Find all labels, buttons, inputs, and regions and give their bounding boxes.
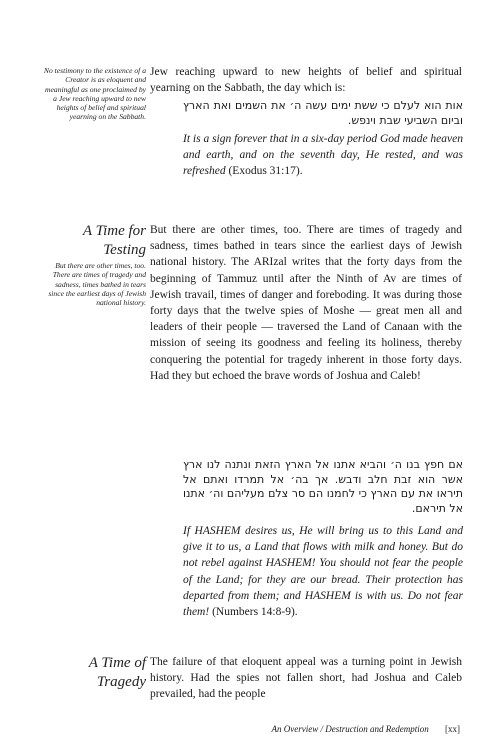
translation-numbers — [183, 523, 463, 620]
citation-exodus: (Exodus 31:17). — [228, 165, 303, 178]
body-paragraph-tragedy: The failure of that eloquent appeal was a turning point in Jewish history. Had the spies not fallen short, had Joshua and Caleb prevailed, had the people — [150, 656, 462, 701]
page-number: [xx] — [445, 724, 460, 734]
body-paragraph-sabbath: Jew reaching upward to new heights of belief and spiritual yearning on the Sabbath, the day which is: — [150, 66, 462, 95]
side-column-testing — [40, 222, 146, 307]
running-title: An Overview / Destruction and Redemption — [271, 724, 429, 734]
side-note-testing: But there are other times, too. There are times of tragedy and sadness, times bathed in tears since the earliest days of Jewish national history. — [48, 261, 146, 308]
translation-exodus — [183, 131, 463, 180]
citation-numbers: (Numbers 14:8-9). — [212, 606, 298, 619]
page-footer — [272, 724, 460, 734]
translation-text: It is a sign forever that in a six-day period God made heaven and earth, and on the seventh day, He rested, and was refreshed — [183, 133, 463, 178]
hebrew-verse-exodus: אות הוא לעלם כי ששת ימים עשה ה׳ את השמים ואת הארץ וביום השביעי שבת וינפש. — [183, 99, 463, 127]
section-heading-tragedy: A Time of Tragedy — [88, 655, 146, 690]
translation-text: If HASHEM desires us, He will bring us to this Land and give it to us, a Land that flows with milk and honey. But do not rebel against HASHEM! You should not fear the people of the Land; for they are our bread. Their protection has departed from them; and HASHEM is with us. Do not fear them! — [183, 525, 463, 619]
section-heading-testing: A Time for Testing — [82, 223, 146, 258]
body-paragraph-testing: But there are other times, too. There are times of tragedy and sadness, times bathed in tears since the earliest days of Jewish national history. The ARIzal writes that the forty days from the beginning of Tammuz until after the Ninth of Av are times of Jewish travail, times of danger and foreboding. It was during those forty days that the twelve spies of Moshe — great men all and leaders of their people — traversed the Land of Canaan with the mission of seeing its goodness and feeling its holiness, thereby conquering the potential for tragedy inherent in those forty days. Had they but echoed the brave words of Joshua and Caleb! — [150, 224, 462, 382]
hebrew-verse-numbers: אם חפץ בנו ה׳ והביא אתנו אל הארץ הזאת ונתנה לנו ארץ אשר הוא זבת חלב ודבש. אך בה׳ אל תמרדו ואתם אל תיראו את עם הארץ כי לחמנו הם סר צלם מעליהם וה׳ אתנו אל תיראם. — [183, 458, 463, 515]
side-column-tragedy — [40, 654, 146, 693]
side-note-sabbath: No testimony to the existence of a Creator is as eloquent and meaningful as one proclaimed by a Jew reaching upward to new heights of belief and spiritual yearning on the Sabbath. — [43, 66, 146, 122]
